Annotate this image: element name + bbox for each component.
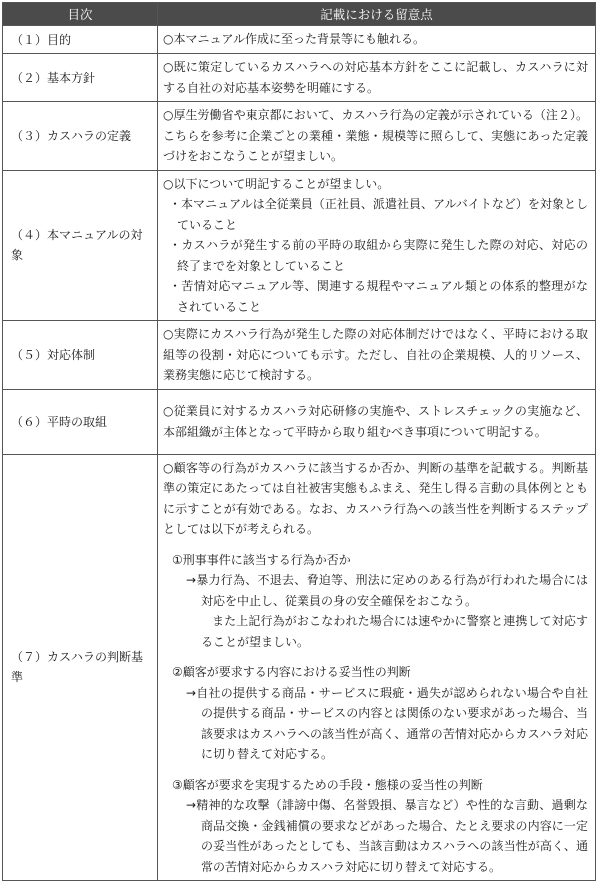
table-row [3,26,596,54]
step-heading: ①刑事事件に該当する行為か否か [172,552,351,567]
step-heading: ②顧客が要求する内容における妥当性の判断 [172,665,411,679]
row-description [158,102,596,171]
list-item: ・苦情対応マニュアル等、関連する規程やマニュアル類との体系的整理がなされていること [169,279,588,314]
table-row [3,454,596,881]
row-body: ○本マニュアル作成に至った背景等にも触れる。 [163,32,425,47]
row-body: ○厚生労働省や東京都において、カスハラ行為の定義が示されている（注２）。こちらを参考に企業ごとの業種・業態・規模等に照らして、実態にあった定義づけをおこなうことが望ましい。 [163,108,588,163]
row-body: ○従業員に対するカスハラ対応研修の実施や、ストレスチェックの実施など、本部組織が主体となって平時から取り組むべき事項について明記する。 [163,404,588,439]
row-body: ○実際にカスハラ行為が発生した際の対応体制だけではなく、平時における取組等の役割・対応についても示す。ただし、自社の企業規模、人的リソース、業務実態に応じて検討する。 [163,327,588,382]
table-row [3,54,596,102]
row-body: ○顧客等の行為がカスハラに該当するか否か、判断の基準を記載する。判断基準の策定にあたっては自社被害実態もふまえ、発生し得る言動の具体例とともに示すことが有効である。なお、カスハラ行為への該当性を判断するステップとしては以下が考えられる。 [163,460,588,536]
row-title: （５）対応体制 [3,321,158,390]
list-item: ・本マニュアルは全従業員（正社員、派遣社員、アルバイトなど）を対象としていること [169,197,588,232]
row-description [158,454,596,881]
step-text: →暴力行為、不退去、脅迫等、刑法に定めのある行為が行われた場合には対応を中止し、従業員の身の安全確保をおこなう。 [186,573,588,608]
row-title: （１）目的 [3,26,158,54]
header-toc: 目次 [3,3,158,26]
table-header-row [3,3,596,26]
row-description [158,26,596,54]
row-title: （４）本マニュアルの対象 [3,170,158,321]
row-title: （６）平時の取組 [3,389,158,454]
table-row [3,321,596,390]
step-heading: ③顧客が要求を実現するための手段・態様の妥当性の判断 [172,777,483,792]
step-text: →自社の提供する商品・サービスに瑕疵・過失が認められない場合や自社の提供する商品・サービスの内容とは関係のない要求があった場合、当該要求はカスハラへの該当性が高く、通常の苦情対応からカスハラ対応に切り替えて対応する。 [186,685,588,761]
guideline-table [2,2,596,881]
step-text: また上記行為がおこなわれた場合には速やかに警察と連携して対応することが望ましい。 [201,614,588,649]
list-item: ・カスハラが発生する前の平時の取組から実際に発生した際の対応、対応の終了までを対象としていること [169,238,588,273]
header-notes: 記載における留意点 [158,3,596,26]
row-description [158,170,596,321]
row-description [158,54,596,102]
row-body: ○既に策定しているカスハラへの対応基本方針をここに記載し、カスハラに対する自社の対応基本姿勢を明確にする。 [163,60,588,95]
row-description [158,321,596,390]
table-row [3,389,596,454]
step-text: →精神的な攻撃（誹謗中傷、名誉毀損、暴言など）や性的な言動、過剰な商品交換・金銭補償の要求などがあった場合、たとえ要求の内容に一定の妥当性があったとしても、当該言動はカスハラへの該当性が高く、通常の苦情対応からカスハラ対応に切り替えて対応する。 [186,798,588,874]
row-description [158,389,596,454]
table-row [3,102,596,171]
row-title: （３）カスハラの定義 [3,102,158,171]
row-title: （２）基本方針 [3,54,158,102]
row-lead: ○以下について明記することが望ましい。 [163,176,390,191]
table-row [3,170,596,321]
row-title: （７）カスハラの判断基準 [3,454,158,881]
